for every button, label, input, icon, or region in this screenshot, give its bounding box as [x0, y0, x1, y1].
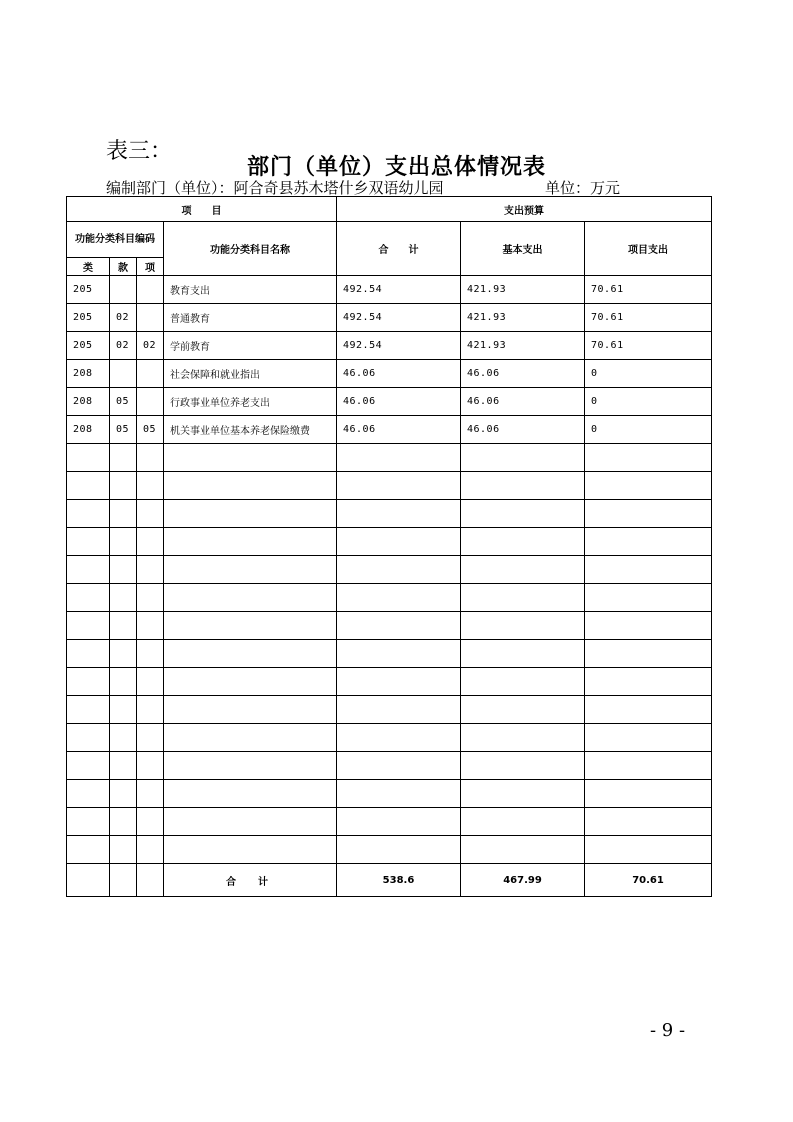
empty-cell — [337, 696, 461, 724]
empty-cell — [110, 836, 137, 864]
empty-cell — [164, 808, 337, 836]
cell-total: 46.06 — [337, 360, 461, 388]
empty-cell — [67, 444, 110, 472]
empty-cell — [337, 752, 461, 780]
empty-cell — [461, 724, 585, 752]
empty-cell — [110, 668, 137, 696]
empty-row — [67, 752, 712, 780]
empty-cell — [164, 584, 337, 612]
table-row — [67, 276, 712, 304]
empty-cell — [67, 836, 110, 864]
empty-cell — [164, 472, 337, 500]
empty-cell — [67, 724, 110, 752]
cell-name: 社会保障和就业指出 — [164, 360, 337, 388]
empty-cell — [67, 528, 110, 556]
empty-cell — [461, 444, 585, 472]
cell-name: 行政事业单位养老支出 — [164, 388, 337, 416]
empty-cell — [67, 584, 110, 612]
empty-cell — [585, 640, 712, 668]
empty-row — [67, 528, 712, 556]
empty-cell — [585, 752, 712, 780]
cell-project: 70.61 — [585, 276, 712, 304]
empty-cell — [461, 696, 585, 724]
empty-row — [67, 640, 712, 668]
cell-lei: 208 — [67, 416, 110, 444]
name-header: 功能分类科目名称 — [164, 222, 337, 276]
cell-xiang: 02 — [137, 332, 164, 360]
table-label: 表三： — [106, 139, 173, 164]
empty-row — [67, 500, 712, 528]
empty-cell — [110, 584, 137, 612]
empty-cell — [137, 752, 164, 780]
expenditure-table — [66, 196, 712, 897]
cell-name: 教育支出 — [164, 276, 337, 304]
empty-cell — [67, 696, 110, 724]
empty-cell — [137, 500, 164, 528]
empty-cell — [337, 668, 461, 696]
empty-row — [67, 612, 712, 640]
empty-cell — [110, 612, 137, 640]
empty-cell — [461, 668, 585, 696]
page-title: 部门（单位）支出总体情况表 — [246, 154, 546, 180]
empty-row — [67, 836, 712, 864]
empty-cell — [461, 780, 585, 808]
cell-basic: 421.93 — [461, 276, 585, 304]
empty-cell — [585, 472, 712, 500]
empty-cell — [137, 528, 164, 556]
empty-row — [67, 724, 712, 752]
empty-cell — [461, 500, 585, 528]
empty-cell — [585, 808, 712, 836]
kuan-header: 款 — [110, 258, 137, 276]
empty-cell — [585, 500, 712, 528]
empty-row — [67, 696, 712, 724]
empty-cell — [137, 444, 164, 472]
empty-cell — [585, 696, 712, 724]
empty-cell — [461, 612, 585, 640]
empty-cell — [461, 836, 585, 864]
table-row — [67, 360, 712, 388]
cell-lei: 208 — [67, 388, 110, 416]
cell-lei: 205 — [67, 304, 110, 332]
cell-total: 46.06 — [337, 416, 461, 444]
total-row — [67, 864, 712, 897]
group-budget-header: 支出预算 — [337, 197, 712, 222]
project-header: 项目支出 — [585, 222, 712, 276]
empty-cell — [337, 556, 461, 584]
empty-cell — [137, 808, 164, 836]
empty-cell — [337, 724, 461, 752]
cell-project: 70.61 — [585, 332, 712, 360]
empty-row — [67, 472, 712, 500]
cell-name: 学前教育 — [164, 332, 337, 360]
empty-cell — [164, 752, 337, 780]
empty-cell — [110, 724, 137, 752]
empty-cell — [110, 780, 137, 808]
empty-cell — [137, 472, 164, 500]
page-number: - 9 - — [650, 1020, 686, 1041]
empty-cell — [461, 752, 585, 780]
empty-cell — [164, 500, 337, 528]
empty-cell — [110, 528, 137, 556]
empty-cell — [585, 780, 712, 808]
cell-lei: 205 — [67, 276, 110, 304]
cell-kuan: 05 — [110, 416, 137, 444]
empty-cell — [164, 640, 337, 668]
empty-cell — [164, 528, 337, 556]
cell-name: 机关事业单位基本养老保险缴费 — [164, 416, 337, 444]
cell-total: 46.06 — [337, 388, 461, 416]
cell-xiang — [137, 388, 164, 416]
empty-cell — [585, 528, 712, 556]
empty-cell — [585, 612, 712, 640]
cell-xiang: 05 — [137, 416, 164, 444]
total-project: 70.61 — [585, 864, 712, 897]
empty-cell — [110, 640, 137, 668]
empty-cell — [337, 444, 461, 472]
cell-kuan: 05 — [110, 388, 137, 416]
empty-cell — [585, 724, 712, 752]
empty-cell — [67, 752, 110, 780]
lei-header: 类 — [67, 258, 110, 276]
empty-cell — [137, 668, 164, 696]
total-label: 合 计 — [164, 864, 337, 897]
empty-row — [67, 808, 712, 836]
cell-basic: 46.06 — [461, 360, 585, 388]
empty-cell — [67, 864, 110, 897]
table-row — [67, 388, 712, 416]
empty-cell — [67, 808, 110, 836]
department-line: 编制部门（单位）：阿合奇县苏木塔什乡双语幼儿园 — [106, 179, 444, 197]
empty-cell — [137, 864, 164, 897]
cell-lei: 205 — [67, 332, 110, 360]
empty-cell — [337, 584, 461, 612]
empty-cell — [585, 556, 712, 584]
empty-cell — [585, 836, 712, 864]
cell-project: 0 — [585, 360, 712, 388]
empty-row — [67, 444, 712, 472]
empty-cell — [337, 640, 461, 668]
empty-cell — [110, 808, 137, 836]
cell-name: 普通教育 — [164, 304, 337, 332]
cell-basic: 421.93 — [461, 332, 585, 360]
empty-cell — [67, 780, 110, 808]
empty-cell — [67, 640, 110, 668]
cell-project: 0 — [585, 388, 712, 416]
empty-cell — [67, 612, 110, 640]
empty-cell — [137, 724, 164, 752]
empty-cell — [585, 584, 712, 612]
empty-cell — [164, 668, 337, 696]
empty-cell — [164, 612, 337, 640]
empty-row — [67, 584, 712, 612]
empty-cell — [164, 556, 337, 584]
empty-cell — [137, 584, 164, 612]
cell-xiang — [137, 304, 164, 332]
empty-cell — [164, 836, 337, 864]
cell-xiang — [137, 360, 164, 388]
empty-cell — [585, 444, 712, 472]
empty-cell — [137, 780, 164, 808]
empty-cell — [337, 808, 461, 836]
cell-basic: 46.06 — [461, 388, 585, 416]
empty-cell — [137, 836, 164, 864]
empty-cell — [337, 500, 461, 528]
header-row-columns — [67, 222, 712, 258]
cell-kuan — [110, 276, 137, 304]
code-header: 功能分类科目编码 — [67, 222, 164, 258]
cell-total: 492.54 — [337, 304, 461, 332]
empty-cell — [337, 528, 461, 556]
empty-cell — [137, 696, 164, 724]
cell-kuan: 02 — [110, 332, 137, 360]
cell-total: 492.54 — [337, 276, 461, 304]
header-row-group — [67, 197, 712, 222]
empty-cell — [164, 780, 337, 808]
xiang-header: 项 — [137, 258, 164, 276]
empty-cell — [110, 864, 137, 897]
cell-total: 492.54 — [337, 332, 461, 360]
basic-header: 基本支出 — [461, 222, 585, 276]
empty-cell — [461, 472, 585, 500]
empty-cell — [337, 780, 461, 808]
group-item-header: 项 目 — [67, 197, 337, 222]
empty-cell — [164, 444, 337, 472]
unit-line: 单位：万元 — [545, 179, 621, 197]
empty-cell — [337, 836, 461, 864]
empty-cell — [110, 752, 137, 780]
empty-row — [67, 556, 712, 584]
empty-cell — [67, 556, 110, 584]
empty-cell — [164, 696, 337, 724]
empty-cell — [461, 528, 585, 556]
empty-cell — [67, 668, 110, 696]
cell-basic: 46.06 — [461, 416, 585, 444]
empty-cell — [67, 500, 110, 528]
empty-cell — [461, 584, 585, 612]
cell-xiang — [137, 276, 164, 304]
empty-row — [67, 668, 712, 696]
empty-cell — [337, 472, 461, 500]
empty-cell — [110, 556, 137, 584]
empty-cell — [110, 472, 137, 500]
empty-cell — [461, 808, 585, 836]
table-row — [67, 416, 712, 444]
cell-project: 0 — [585, 416, 712, 444]
empty-cell — [110, 500, 137, 528]
total-sum: 538.6 — [337, 864, 461, 897]
empty-cell — [164, 724, 337, 752]
empty-cell — [110, 696, 137, 724]
empty-cell — [67, 472, 110, 500]
cell-basic: 421.93 — [461, 304, 585, 332]
cell-lei: 208 — [67, 360, 110, 388]
empty-cell — [461, 640, 585, 668]
cell-kuan — [110, 360, 137, 388]
empty-cell — [337, 612, 461, 640]
empty-cell — [585, 668, 712, 696]
cell-project: 70.61 — [585, 304, 712, 332]
empty-cell — [110, 444, 137, 472]
empty-row — [67, 780, 712, 808]
cell-kuan: 02 — [110, 304, 137, 332]
total-basic: 467.99 — [461, 864, 585, 897]
table-row — [67, 304, 712, 332]
empty-cell — [137, 612, 164, 640]
total-header: 合 计 — [337, 222, 461, 276]
empty-cell — [137, 556, 164, 584]
empty-cell — [137, 640, 164, 668]
empty-cell — [461, 556, 585, 584]
table-row — [67, 332, 712, 360]
